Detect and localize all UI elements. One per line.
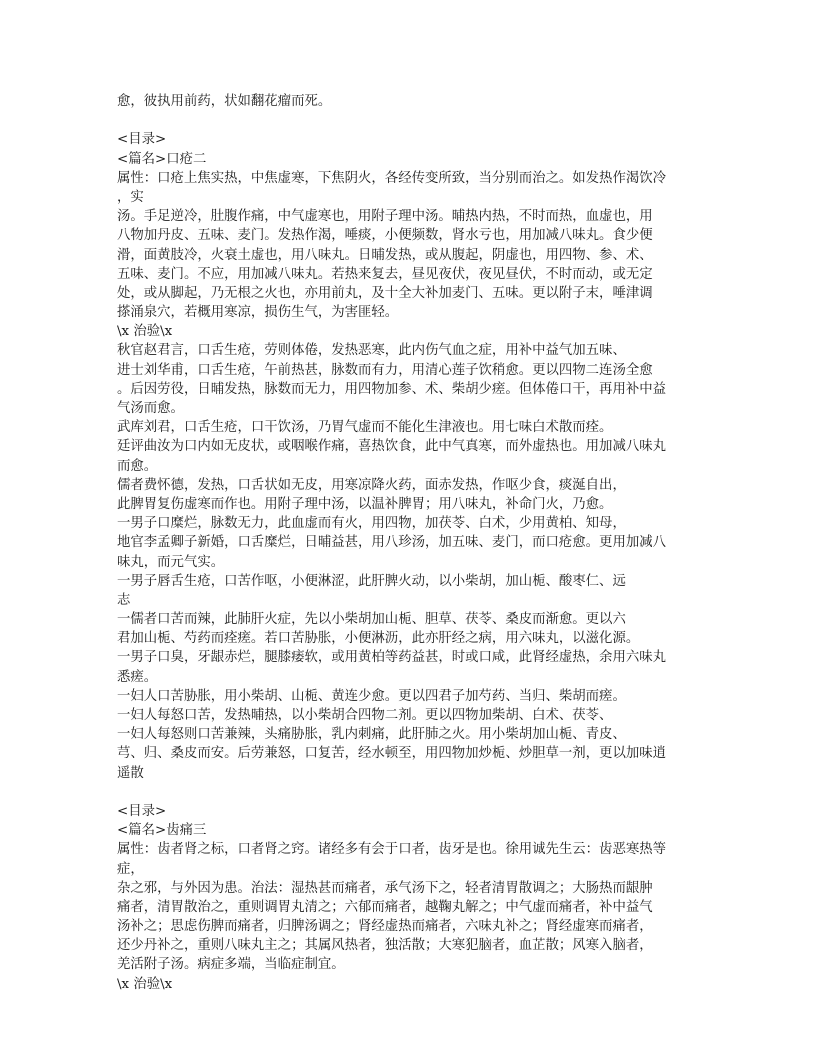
text-line: 气汤而愈。 (117, 401, 184, 416)
text-line: 痛者，清胃散治之，重则调胃丸清之；六郁而痛者，越鞠丸解之；中气虚而痛者，补中益气 (117, 899, 653, 915)
text-line: 此脾胃复伤虚寒而作也。用附子理中汤，以温补脾胃；用八味丸，补命门火，乃愈。 (117, 496, 613, 512)
text-line: 廷评曲汝为口内如无皮状，或咽喉作痛，喜热饮食，此中气真寒，而外虚热也。用加减八味丸 (117, 439, 667, 455)
section-gap (117, 111, 692, 130)
text-line: 一儒者口苦而辣，此肺肝火症，先以小柴胡加山栀、胆草、茯苓、桑皮而渐愈。更以六 (117, 612, 626, 628)
text-line: 一男子唇舌生疮，口苦作呕，小便淋涩，此肝脾火动，以小柴胡，加山栀、酸枣仁、远 (117, 573, 626, 589)
text-line: 杂之邪，与外因为患。治法：湿热甚而痛者，承气汤下之，轻者清胃散调之；大肠热而龈肿 (117, 880, 653, 896)
text-line: 一男子口糜烂，脉数无力，此血虚而有火，用四物，加茯苓、白术，少用黄柏、知母， (117, 516, 626, 532)
text-line: 而愈。 (117, 458, 158, 474)
text-line: 属性：口疮上焦实热，中焦虚寒，下焦阴火，各经传变所致，当分别而治之。如发热作渴饮冷 (117, 170, 667, 186)
text-line: 八物加丹皮、五味、麦门。发热作渴，唾痰，小便频数，肾水亏也，用加减八味丸。食少便 (117, 228, 653, 244)
text-line: 进士刘华甫，口舌生疮，午前热甚，脉数而有力，用清心莲子饮稍愈。更以四物二连汤全愈 (117, 362, 653, 378)
subsection-heading: \x 治验\x (117, 324, 173, 340)
text-line: 一妇人每怒口苦，发热晡热，以小柴胡合四物二剂。更以四物加柴胡、白术、茯苓、 (117, 708, 613, 723)
text-line: 汤。手足逆冷，肚腹作痛，中气虚寒也，用附子理中汤。晡热内热，不时而热，血虚也，用 (117, 209, 653, 225)
text-line: 一妇人每怒则口苦兼辣，头痛胁胀，乳内刺痛，此肝肺之火。用小柴胡加山栀、青皮、 (117, 727, 626, 743)
section-intro (117, 92, 692, 111)
text-line: 羌活附子汤。病症多端，当临症制宜。 (117, 957, 345, 973)
subsection-heading: \x 治验\x (117, 976, 173, 992)
text-line: 秋官赵君言，口舌生疮，劳则体倦，发热恶寒，此内伤气血之症，用补中益气加五味、 (117, 343, 626, 359)
text-line: 处，或从脚起，乃无根之火也，亦用前丸，及十全大补加麦门、五味。更以附子末，唾津调 (117, 285, 653, 301)
text-line: 味丸，而元气实。 (117, 554, 225, 570)
text-line: 滑，面黄肢冷，火衰土虚也，用八味丸。日晡发热，或从腹起，阴虚也，用四物、参、术、 (117, 247, 653, 263)
text-line: 五味、麦门。不应，用加减八味丸。若热来复去，昼见夜伏，夜见昼伏，不时而动，或无定 (117, 266, 653, 282)
text-line: 一妇人口苦胁胀，用小柴胡、山栀、黄连少愈。更以四君子加芍药、当归、柴胡而瘥。 (117, 688, 626, 704)
document-body (117, 92, 692, 994)
text-line: 症， (117, 861, 144, 877)
text-line: 遥散 (117, 765, 144, 781)
text-line: 芎、归、桑皮而安。后劳兼怒，口复苦，经水顿至，用四物加炒栀、炒胆草一剂，更以加味逍 (117, 746, 667, 762)
text-line: 儒者费怀德，发热，口舌状如无皮，用寒凉降火药，面赤发热，作呕少食，痰涎自出， (117, 477, 626, 493)
text-line: ，实 (117, 189, 144, 205)
text-line: 属性：齿者肾之标，口者肾之窍。诸经多有会于口者，齿牙是也。徐用诚先生云：齿恶寒热等 (117, 842, 667, 858)
section-kouchuang (117, 130, 692, 782)
section-gap (117, 783, 692, 802)
text-line: 悉瘥。 (117, 669, 158, 685)
text-line: 。后因劳役，日晡发热，脉数而无力，用四物加参、术、柴胡少瘥。但体倦口干，再用补中益 (117, 381, 667, 397)
text-line: 一男子口臭，牙龈赤烂，腿膝痿软，或用黄柏等药益甚，时或口咸，此肾经虚热，余用六味丸 (117, 650, 667, 666)
chapter-title: <篇名>口疮二 (117, 151, 207, 167)
text-line: 还少丹补之，重则八味丸主之；其属风热者，独活散；大寒犯脑者，血芷散；风寒入脑者， (117, 938, 653, 954)
text-line: 搽涌泉穴，若概用寒凉，损伤生气，为害匪轻。 (117, 305, 399, 321)
text-line: 志 (117, 592, 131, 608)
text-line: 愈，彼执用前药，状如翻花瘤而死。 (117, 94, 332, 109)
toc-marker: <目录> (117, 132, 167, 148)
text-line: 君加山栀、芍药而痊瘥。若口苦胁胀，小便淋沥，此亦肝经之病，用六味丸，以滋化源。 (117, 631, 640, 647)
chapter-title: <篇名>齿痛三 (117, 823, 207, 839)
text-line: 汤补之；思虑伤脾而痛者，归脾汤调之；肾经虚热而痛者，六味丸补之；肾经虚寒而痛者， (117, 919, 653, 935)
text-line: 地官李孟卿子新婚，口舌糜烂，日晡益甚，用八珍汤，加五味、麦门，而口疮愈。更用加减八 (117, 535, 667, 551)
toc-marker: <目录> (117, 803, 167, 819)
text-line: 武库刘君，口舌生疮，口干饮汤，乃胃气虚而不能化生津液也。用七味白术散而痊。 (117, 420, 613, 436)
section-chitong (117, 802, 692, 994)
